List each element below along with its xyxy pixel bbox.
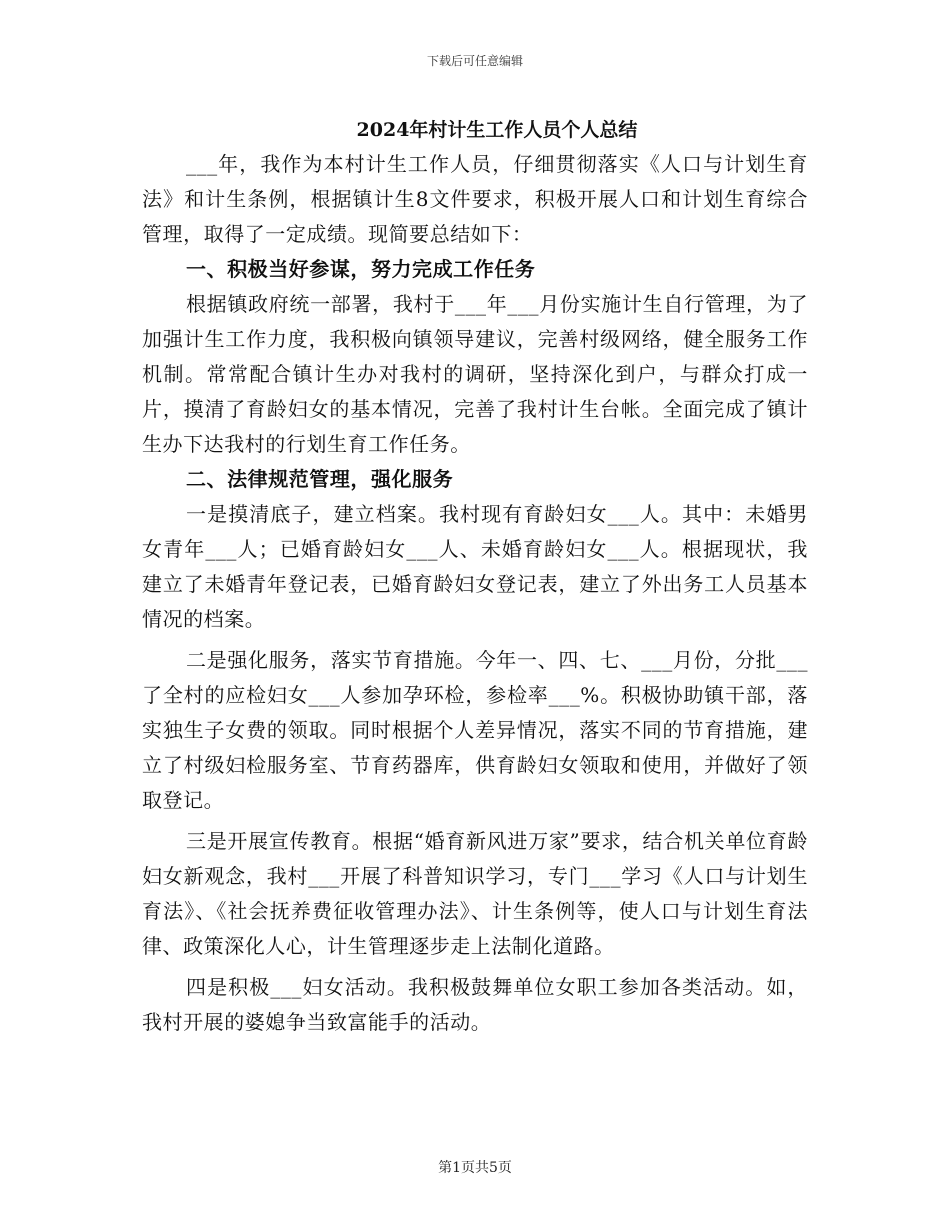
body-paragraph-1: 根据镇政府统一部署，我村于___年___月份实施计生自行管理，为了加强计生工作力度，我积极向镇领导建议，完善村级网络，健全服务工作机制。常常配合镇计生办对我村的调研，坚持深化到户，与群众打成一片，摸清了育龄妇女的基本情况，完善了我村计生台帐。全面完成了镇计生办下达我村的行划生育工作任务。 [142, 292, 808, 456]
page-number: 第1页共5页 [438, 1160, 512, 1176]
intro-paragraph: ___年，我作为本村计生工作人员，仔细贯彻落实《人口与计划生育法》和计生条例，根据镇计生8文件要求，积极开展人口和计划生育综合管理，取得了一定成绩。现简要总结如下： [142, 152, 808, 246]
body-paragraph-5: 四是积极___妇女活动。我积极鼓舞单位女职工参加各类活动。如，我村开展的婆媳争当致富能手的活动。 [142, 975, 808, 1034]
body-paragraph-3: 二是强化服务，落实节育措施。今年一、四、七、___月份，分批___了全村的应检妇女___人参加孕环检，参检率___%。积极协助镇干部，落实独生子女费的领取。同时根据个人差异情况，落实不同的节育措施，建立了村级妇检服务室、节育药器库，供育龄妇女领取和使用，并做好了领取登记。 [142, 648, 808, 812]
document-title: 2024年村计生工作人员个人总结 [356, 119, 638, 141]
body-paragraph-2: 一是摸清底子，建立档案。我村现有育龄妇女___人。其中：未婚男女青年___人；已婚育龄妇女___人、未婚育龄妇女___人。根据现状，我建立了未婚青年登记表，已婚育龄妇女登记表，建立了外出务工人员基本情况的档案。 [142, 502, 808, 631]
document-body [142, 113, 808, 1040]
body-paragraph-4: 三是开展宣传教育。根据“婚育新风进万家”要求，结合机关单位育龄妇女新观念，我村___开展了科普知识学习，专门___学习《人口与计划生育法》、《社会抚养费征收管理办法》、计生条例等，使人口与计划生育法律、政策深化人心，计生管理逐步走上法制化道路。 [142, 829, 808, 958]
section-heading-1: 一、积极当好参谋，努力完成工作任务 [186, 257, 536, 281]
page-header-note: 下载后可任意编辑 [426, 54, 523, 68]
section-heading-2: 二、法律规范管理，强化服务 [186, 467, 454, 491]
